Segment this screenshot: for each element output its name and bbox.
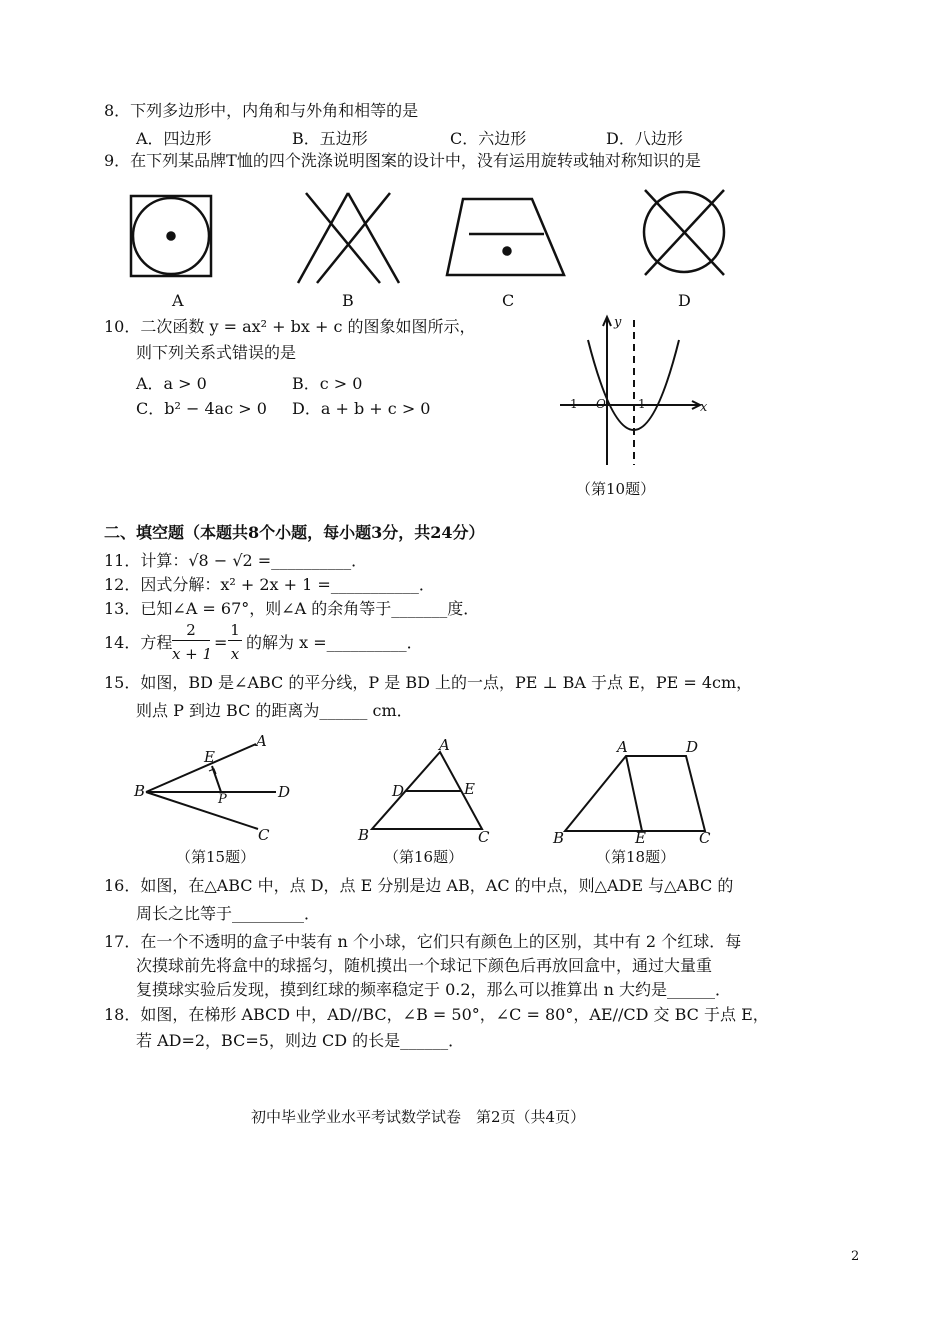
q14-suffix: 的解为 x =__________．	[246, 633, 423, 652]
q10-option-c: C．b² − 4ac > 0	[136, 399, 267, 418]
fig18-label-e: E	[635, 829, 646, 847]
q18-line1: 18．如图，在梯形 ABCD 中，AD//BC，∠B = 50°，∠C = 80°，AE//CD 交 BC 于点 E，	[104, 1005, 769, 1024]
q10-one-label: 1	[638, 397, 646, 411]
fig15-label-a: A	[256, 732, 267, 750]
fig16-label-b: B	[358, 826, 370, 844]
fig18-label-c: C	[699, 829, 711, 847]
fig16-label-e: E	[464, 780, 475, 798]
fig16-label-c: C	[478, 828, 490, 846]
q14-numerator-1: 2	[172, 620, 210, 641]
fig15-caption: （第15题）	[176, 848, 256, 866]
q17-line3: 复摸球实验后发现，摸到红球的频率稳定于 0.2，那么可以推算出 n 大约是______．	[136, 980, 732, 999]
q8-stem: 8．下列多边形中，内角和与外角和相等的是	[104, 101, 419, 120]
q17-line1: 17．在一个不透明的盒子中装有 n 个小球，它们只有颜色上的区别，其中有 2 个红球．每	[104, 932, 742, 951]
q10-option-b: B．c > 0	[292, 374, 363, 393]
q8-option-b: B．五边形	[292, 129, 368, 148]
fig16-caption: （第16题）	[384, 848, 464, 866]
q14-denominator-2: x	[230, 645, 240, 663]
q10-line1: 10．二次函数 y = ax² + bx + c 的图象如图所示，	[104, 317, 476, 336]
fig15-label-e: E	[204, 748, 215, 766]
q10-caption: （第10题）	[576, 480, 656, 498]
q15-line1: 15．如图，BD 是∠ABC 的平分线，P 是 BD 上的一点，PE ⊥ BA 于点 E，PE = 4cm，	[104, 673, 753, 692]
fig18-caption: （第18题）	[596, 848, 676, 866]
q8-option-c: C．六边形	[450, 129, 527, 148]
q10-neg1-label: -1	[566, 397, 578, 411]
q8-option-a: A．四边形	[136, 129, 212, 148]
q15-line2: 则点 P 到边 BC 的距离为______ cm．	[136, 701, 413, 720]
q10-y-label: y	[614, 315, 622, 330]
q10-origin-label: O	[596, 397, 606, 411]
q9-label-c: C	[502, 291, 515, 310]
q11: 11．计算：√8 − √2 =__________．	[104, 551, 368, 570]
q14-prefix: 14．方程	[104, 633, 173, 652]
q14-denominator-1: x + 1	[171, 645, 213, 663]
q12: 12．因式分解：x² + 2x + 1 =___________．	[104, 575, 435, 594]
q8-option-d: D．八边形	[606, 129, 683, 148]
fig16-label-a: A	[439, 736, 450, 754]
q17-line2: 次摸球前先将盒中的球摇匀，随机摸出一个球记下颜色后再放回盒中，通过大量重	[136, 956, 713, 975]
fig15-label-c: C	[258, 826, 270, 844]
q13: 13．已知∠A = 67°，则∠A 的余角等于_______度．	[104, 599, 480, 618]
q10-line2: 则下列关系式错误的是	[136, 343, 297, 362]
page-number: 2	[851, 1249, 860, 1264]
fig16-label-d: D	[392, 782, 405, 800]
fig15-label-b: B	[134, 782, 146, 800]
q18-line2: 若 AD=2，BC=5，则边 CD 的长是______．	[136, 1031, 465, 1050]
q14-numerator-2: 1	[228, 620, 242, 641]
q9-label-a: A	[172, 291, 184, 310]
page-footer: 初中毕业学业水平考试数学试卷 第2页（共4页）	[251, 1108, 586, 1126]
q10-option-d: D．a + b + c > 0	[292, 399, 431, 418]
q9-label-d: D	[678, 291, 691, 310]
section2-title: 二、填空题（本题共8个小题，每小题3分，共24分）	[104, 523, 485, 542]
q10-option-a: A．a > 0	[136, 374, 207, 393]
q16-line1: 16．如图，在△ABC 中，点 D，点 E 分别是边 AB，AC 的中点，则△ADE 与△ABC 的	[104, 876, 734, 895]
q16-line2: 周长之比等于_________．	[136, 904, 321, 923]
q14-equals: =	[214, 633, 228, 652]
q9-label-b: B	[342, 291, 354, 310]
fig15-label-p: P	[218, 792, 227, 807]
fig18-label-d: D	[686, 738, 699, 756]
q10-x-label: x	[700, 400, 708, 415]
fig15-label-d: D	[278, 783, 291, 801]
fig18-label-a: A	[617, 738, 628, 756]
fig18-label-b: B	[553, 829, 565, 847]
fig18-lines	[565, 756, 705, 831]
q9-stem: 9．在下列某品牌T恤的四个洗涤说明图案的设计中，没有运用旋转或轴对称知识的是	[104, 151, 701, 170]
